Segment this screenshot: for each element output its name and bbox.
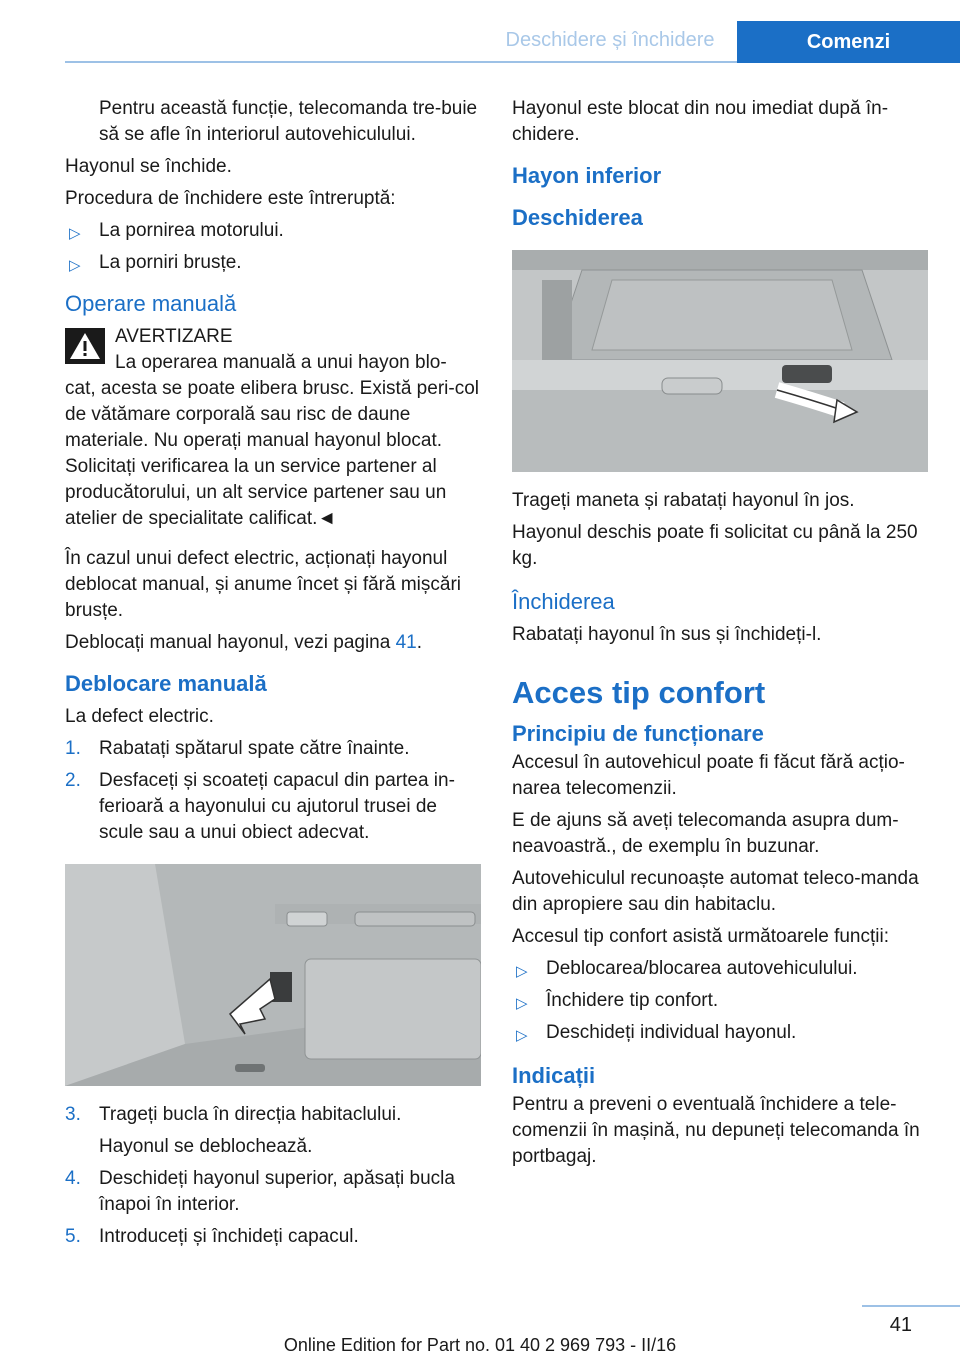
list-item <box>512 1020 928 1046</box>
step-text: Trageți bucla în direcția habitaclului. <box>99 1104 402 1125</box>
right-column <box>512 96 928 1176</box>
list-item <box>512 988 928 1014</box>
page-header <box>0 21 960 63</box>
paragraph: Rabatați hayonul în sus și închideți-l. <box>512 624 822 645</box>
warning-block <box>65 324 481 532</box>
warning-text: La operarea manuală a unui hayon blo‐ <box>115 352 447 373</box>
numbered-step <box>65 1166 481 1218</box>
numbered-step <box>65 768 481 846</box>
warning-text-continued: cat, acesta se poate elibera brusc. Există peri‐col de vătămare corporală sau risc de daune materiale. Nu operați manual hayonul blocat. Solicitați verificarea la un service partener al producătorului, un alt service partener sau un atelier de specialitate calificat.◄ <box>65 378 479 529</box>
step-text: Deschideți hayonul superior, apăsați bucla înapoi în interior. <box>99 1168 455 1215</box>
paragraph: La defect electric. <box>65 706 214 727</box>
step-number: 5. <box>65 1226 81 1247</box>
paragraph: Trageți maneta și rabatați hayonul în jos. <box>512 490 855 511</box>
list-item-text: La pornirea motorului. <box>99 220 284 241</box>
list-item-text: Închidere tip confort. <box>546 990 719 1011</box>
step-number: 4. <box>65 1168 81 1189</box>
triangle-bullet-icon: ▷ <box>69 225 81 242</box>
paragraph: Deblocați manual hayonul, vezi pagina 41. <box>65 632 423 653</box>
step-text: Introduceți și închideți capacul. <box>99 1226 359 1247</box>
triangle-bullet-icon: ▷ <box>69 257 81 274</box>
list-item-text: La porniri brusțe. <box>99 252 242 273</box>
paragraph: Hayonul este blocat din nou imediat după în‐chidere. <box>512 98 889 145</box>
paragraph: Procedura de închidere este întreruptă: <box>65 188 396 209</box>
heading-notes: Indicații <box>512 1063 596 1088</box>
list-item <box>65 218 481 244</box>
step-number: 1. <box>65 738 81 759</box>
paragraph: Pentru a preveni o eventuală închidere a tele‐comenzii în mașină, nu depuneți telecomanda în portbagaj. <box>512 1094 920 1167</box>
triangle-bullet-icon: ▷ <box>516 1027 528 1044</box>
paragraph: E de ajuns să aveți telecomanda asupra dum‐neavoastră., de exemplu în buzunar. <box>512 810 899 857</box>
page-link[interactable]: 41 <box>395 632 417 653</box>
numbered-step <box>65 1102 481 1128</box>
heading-manual-unlock: Deblocare manuală <box>65 671 267 696</box>
header-chapter-tab: Comenzi <box>737 21 960 63</box>
warning-title: AVERTIZARE <box>115 326 233 347</box>
lower-tailgate-illustration <box>512 250 928 472</box>
edition-note: Online Edition for Part no. 01 40 2 969 793 - II/16 <box>283 1335 677 1355</box>
numbered-step <box>65 1224 481 1250</box>
step-number: 3. <box>65 1104 81 1125</box>
list-item <box>65 250 481 276</box>
paragraph: Hayonul se închide. <box>65 156 232 177</box>
paragraph: Accesul în autovehicul poate fi făcut fără acțio‐narea telecomenzii. <box>512 752 905 799</box>
figure-tailgate-cover <box>65 864 481 1086</box>
paragraph: Hayonul deschis poate fi solicitat cu până la 250 kg. <box>512 522 918 569</box>
heading-closing: Închiderea <box>512 589 615 614</box>
heading-opening: Deschiderea <box>512 205 643 230</box>
paragraph: Accesul tip confort asistă următoarele funcții: <box>512 926 890 947</box>
end-mark: ◄ <box>317 508 337 529</box>
step-text: Desfaceți și scoateți capacul din partea in‐ferioară a hayonului cu ajutorul trusei de scule sau a unui obiect adecvat. <box>99 770 455 843</box>
heading-principle: Principiu de funcționare <box>512 721 764 746</box>
page-number: 41 <box>889 1314 912 1336</box>
list-item-text: Deschideți individual hayonul. <box>546 1022 797 1043</box>
left-column <box>65 96 481 1256</box>
footer-rule <box>862 1305 960 1307</box>
heading-manual-operation: Operare manuală <box>65 291 237 316</box>
list-item-text: Deblocarea/blocarea autovehiculului. <box>546 958 858 979</box>
step-subtext: Hayonul se deblochează. <box>99 1136 313 1157</box>
heading-lower-tailgate: Hayon inferior <box>512 163 662 188</box>
triangle-bullet-icon: ▷ <box>516 963 528 980</box>
list-item <box>512 956 928 982</box>
step-text: Rabatați spătarul spate către înainte. <box>99 738 410 759</box>
header-section-title: Deschidere și închidere <box>505 29 715 51</box>
tailgate-cover-illustration <box>65 864 481 1086</box>
warning-icon <box>65 328 105 364</box>
paragraph: În cazul unui defect electric, acționați hayonul deblocat manual, și anume încet și fără mișcări brusțe. <box>65 548 462 621</box>
paragraph: Autovehiculul recunoaște automat teleco‐manda din apropiere sau din habitaclu. <box>512 868 919 915</box>
numbered-step <box>65 736 481 762</box>
figure-lower-tailgate <box>512 250 928 472</box>
triangle-bullet-icon: ▷ <box>516 995 528 1012</box>
paragraph: Pentru această funcție, telecomanda tre‐buie să se afle în interiorul autovehiculului. <box>99 98 478 145</box>
heading-comfort-access: Acces tip confort <box>512 675 766 710</box>
step-number: 2. <box>65 770 81 791</box>
